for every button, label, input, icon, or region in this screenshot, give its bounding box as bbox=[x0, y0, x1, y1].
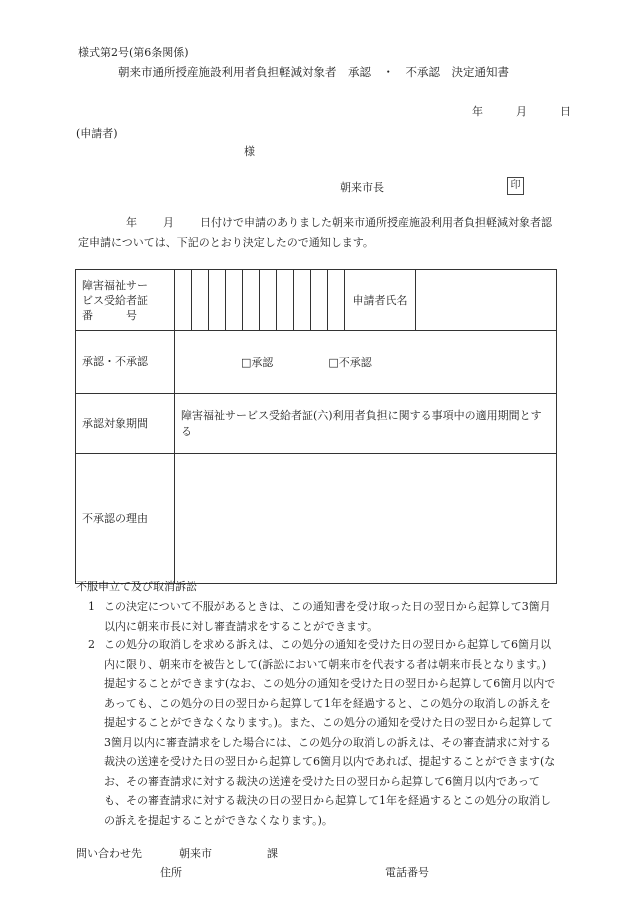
appeal-title: 不服申立て及び取消訴訟 bbox=[76, 580, 197, 593]
cert-label-line: 障害福祉サー bbox=[82, 278, 148, 292]
date-month: 月 bbox=[516, 105, 527, 118]
cert-number-label bbox=[76, 270, 175, 331]
form-number: 様式第2号(第6条関係) bbox=[78, 46, 189, 59]
intro-text: 日付けで申請のありました朝来市通所授産施設利用者負担軽減対象者認定申請については、下記のとおり決定したので通知します。 bbox=[78, 216, 552, 249]
table-row bbox=[76, 394, 557, 454]
phone-label: 電話番号 bbox=[385, 866, 429, 879]
cert-label-line: ビス受給者証 bbox=[82, 293, 148, 307]
appeal-item bbox=[78, 597, 556, 636]
approval-options bbox=[175, 331, 557, 394]
cert-digit-cell[interactable] bbox=[311, 270, 328, 331]
reason-field[interactable] bbox=[175, 454, 557, 584]
approve-checkbox[interactable]: □承認 bbox=[241, 356, 274, 369]
cert-digit-cell[interactable] bbox=[226, 270, 243, 331]
inquiry-section: 課 bbox=[267, 847, 278, 860]
intro-paragraph bbox=[78, 213, 556, 253]
appeal-item-number: 1 bbox=[88, 600, 95, 613]
cert-digit-cell[interactable] bbox=[175, 270, 192, 331]
cert-digit-cell[interactable] bbox=[243, 270, 260, 331]
seal-mark: 印 bbox=[507, 177, 524, 195]
appeal-item-number: 2 bbox=[88, 638, 95, 651]
cert-label-line: 番 号 bbox=[82, 308, 137, 322]
date-day: 日 bbox=[560, 105, 571, 118]
appeal-item-text: この決定について不服があるときは、この通知書を受け取った日の翌日から起算して3箇月以内に朝来市長に対し審査請求をすることができます。 bbox=[104, 600, 551, 633]
address-label: 住所 bbox=[160, 866, 182, 879]
reject-checkbox[interactable]: □不承認 bbox=[328, 356, 372, 369]
table-row bbox=[76, 331, 557, 394]
appeal-item-text: この処分の取消しを求める訴えは、この処分の通知を受けた日の翌日から起算して6箇月以内に限り、朝来市を被告として(訴訟において朝来市を代表する者は朝来市長となります。)提起することができます(なお、この処分の通知を受けた日の翌日から起算して6箇月以内であっても、この処分の日の翌日から起算して1年を経過すると、この処分の取消しの訴えを提起することができなくなります。)。また、この処分の通知を受けた日の翌日から起算して3箇月以内に審査請求をした場合には、この処分の取消しの訴えは、その審査請求に対する裁決の送達を受けた日の翌日から起算して6箇月以内であれば、提起することができます(なお、その審査請求に対する裁決の送達を受けた日の翌日から起算して6箇月以内であっても、その審査請求に対する裁決の日の翌日から起算して1年を経過するとこの処分の取消しの訴えを提起することができなくなります。)。 bbox=[104, 638, 556, 827]
period-label: 承認対象期間 bbox=[76, 394, 175, 454]
appeal-item bbox=[78, 635, 556, 830]
cert-digit-cell[interactable] bbox=[260, 270, 277, 331]
inquiry-label: 問い合わせ先 bbox=[76, 847, 142, 860]
intro-month: 月 bbox=[163, 216, 174, 229]
table-row bbox=[76, 270, 557, 331]
cert-digit-cell[interactable] bbox=[294, 270, 311, 331]
applicant-name-field[interactable] bbox=[416, 270, 557, 331]
applicant-honorific: 様 bbox=[244, 145, 255, 158]
applicant-label: (申請者) bbox=[76, 127, 118, 140]
decision-table bbox=[75, 269, 557, 584]
cert-digit-cell[interactable] bbox=[277, 270, 294, 331]
period-value: 障害福祉サービス受給者証(六)利用者負担に関する事項中の適用期間とする bbox=[175, 394, 557, 454]
date-year: 年 bbox=[472, 105, 483, 118]
inquiry-city: 朝来市 bbox=[179, 847, 212, 860]
reason-label: 不承認の理由 bbox=[76, 454, 175, 584]
cert-digit-cell[interactable] bbox=[209, 270, 226, 331]
applicant-name-label: 申請者氏名 bbox=[345, 270, 416, 331]
table-row bbox=[76, 454, 557, 584]
approval-label: 承認・不承認 bbox=[76, 331, 175, 394]
intro-year: 年 bbox=[126, 216, 137, 229]
mayor-name: 朝来市長 bbox=[340, 181, 384, 194]
date-line bbox=[472, 103, 571, 119]
cert-digit-cell[interactable] bbox=[328, 270, 345, 331]
cert-digit-cell[interactable] bbox=[192, 270, 209, 331]
address-line bbox=[160, 864, 429, 880]
document-title: 朝来市通所授産施設利用者負担軽減対象者 承認 ・ 不承認 決定通知書 bbox=[118, 65, 509, 79]
inquiry-line bbox=[76, 845, 278, 861]
